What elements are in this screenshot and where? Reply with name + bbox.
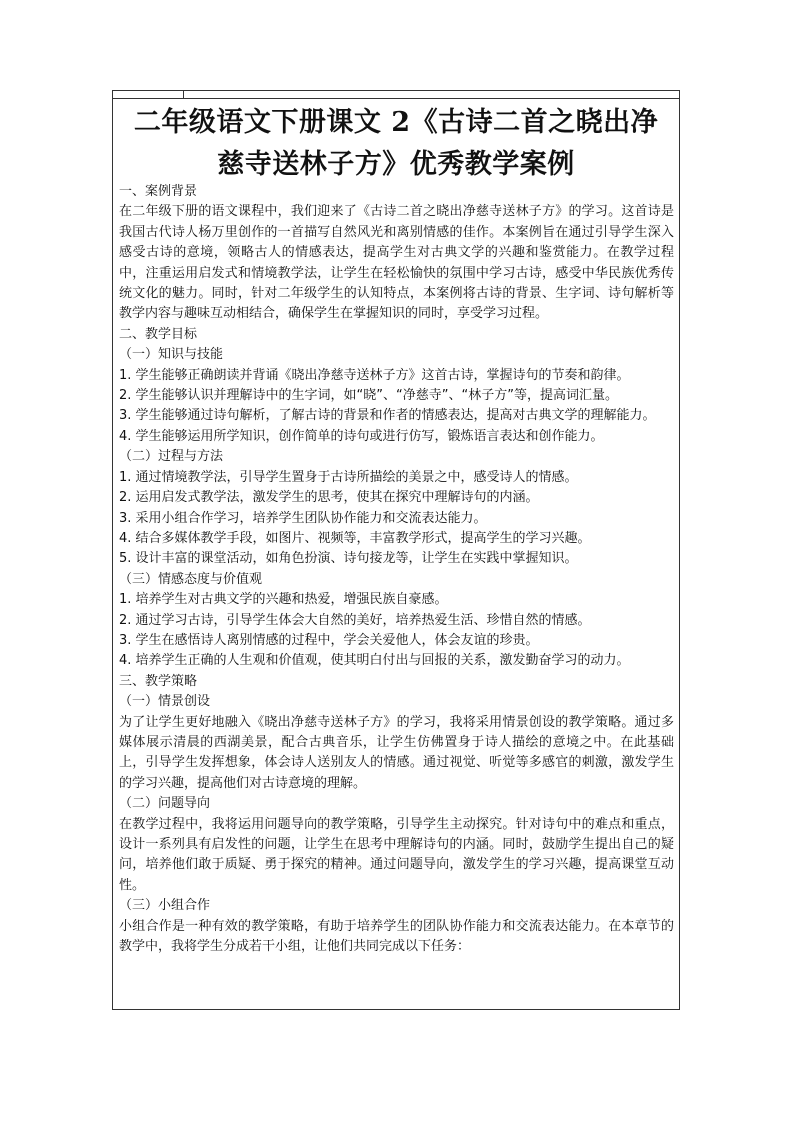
- paragraph: （二）问题导向: [119, 796, 211, 812]
- paragraph: 2. 通过学习古诗，引导学生体会大自然的美好，培养热爱生活、珍惜自然的情感。: [119, 612, 591, 628]
- paragraph: （三）小组合作: [119, 898, 211, 914]
- paragraph: 4. 结合多媒体教学手段，如图片、视频等，丰富教学形式，提高学生的学习兴趣。: [119, 530, 591, 546]
- paragraph: 1. 通过情境教学法，引导学生置身于古诗所描绘的美景之中，感受诗人的情感。: [119, 469, 578, 485]
- paragraph: 1. 培养学生对古典文学的兴趣和热爱，增强民族自豪感。: [119, 592, 448, 608]
- paragraph: 在二年级下册的语文课程中，我们迎来了《古诗二首之晓出净慈寺送林子方》的学习。这首诗是我国古代诗人杨万里创作的一首描写自然风光和离别情感的佳作。本案例旨在通过引导学生深入感受古诗的意境，领略古人的情感表达，提高学生对古典文学的兴趣和鉴赏能力。在教学过程中，注重运用启发式和情境教学法，让学生在轻松愉快的氛围中学习古诗，感受中华民族优秀传统文化的魅力。同时，针对二年级学生的认知特点，本案例将古诗的背景、生字词、诗句解析等教学内容与趣味互动相结合，确保学生在掌握知识的同时，享受学习过程。: [119, 204, 674, 322]
- title-line-1: 二年级语文下册课文 2《古诗二首之晓出净: [133, 107, 659, 138]
- paragraph: 三、教学策略: [119, 673, 198, 689]
- document-frame: [112, 90, 680, 1010]
- document-title: [113, 98, 679, 186]
- paragraph: 4. 学生能够运用所学知识，创作简单的诗句或进行仿写，锻炼语言表达和创作能力。: [119, 428, 604, 444]
- paragraph: 2. 学生能够认识并理解诗中的生字词，如“晓”、“净慈寺”、“林子方”等，提高词汇量。: [119, 388, 618, 404]
- paragraph: 3. 采用小组合作学习，培养学生团队协作能力和交流表达能力。: [119, 510, 487, 526]
- paragraph: 一、案例背景: [119, 184, 198, 199]
- paragraph: 1. 学生能够正确朗读并背诵《晓出净慈寺送林子方》这首古诗，掌握诗句的节奏和韵律。: [119, 367, 630, 383]
- paragraph: 小组合作是一种有效的教学策略，有助于培养学生的团队协作能力和交流表达能力。在本章节的教学中，我将学生分成若干小组，让他们共同完成以下任务：: [119, 918, 674, 955]
- paragraph: 为了让学生更好地融入《晓出净慈寺送林子方》的学习，我将采用情景创设的教学策略。通过多媒体展示清晨的西湖美景，配合古典音乐，让学生仿佛置身于诗人描绘的意境之中。在此基础上，引导学生发挥想象，体会诗人送别友人的情感。通过视觉、听觉等多感官的刺激，激发学生的学习兴趣，提高他们对古诗意境的理解。: [119, 714, 674, 791]
- paragraph: 3. 学生在感悟诗人离别情感的过程中，学会关爱他人，体会友谊的珍贵。: [119, 632, 539, 648]
- paragraph: （一）知识与技能: [119, 347, 224, 363]
- title-line-2: 慈寺送林子方》优秀教学案例: [217, 149, 575, 180]
- paragraph: 二、教学目标: [119, 326, 198, 342]
- paragraph: （三）情感态度与价值观: [119, 571, 263, 587]
- paragraph: 3. 学生能够通过诗句解析，了解古诗的背景和作者的情感表达，提高对古典文学的理解能力。: [119, 408, 656, 424]
- document-body: [119, 182, 674, 957]
- paragraph: （一）情景创设: [119, 694, 211, 710]
- paragraph: 5. 设计丰富的课堂活动，如角色扮演、诗句接龙等，让学生在实践中掌握知识。: [119, 551, 578, 567]
- paragraph: 2. 运用启发式教学法，激发学生的思考，使其在探究中理解诗句的内涵。: [119, 490, 539, 506]
- table-cell-divider: [183, 91, 184, 98]
- paragraph: 在教学过程中，我将运用问题导向的教学策略，引导学生主动探究。针对诗句中的难点和重点，设计一系列具有启发性的问题，让学生在思考中理解诗句的内涵。同时，鼓励学生提出自己的疑问，培养他们敢于质疑、勇于探究的精神。通过问题导向，激发学生的学习兴趣，提高课堂互动性。: [119, 816, 674, 893]
- paragraph: （二）过程与方法: [119, 449, 224, 465]
- paragraph: 4. 培养学生正确的人生观和价值观，使其明白付出与回报的关系，激发勤奋学习的动力。: [119, 653, 630, 669]
